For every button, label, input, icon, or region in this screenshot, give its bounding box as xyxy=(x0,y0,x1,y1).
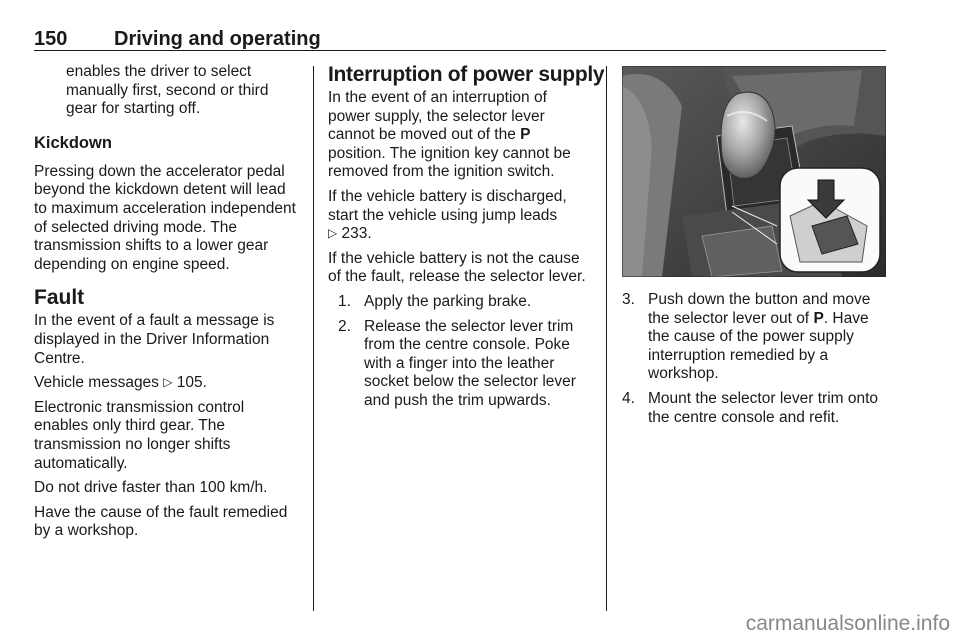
list-item: 4. Mount the selector lever trim onto the centre console and refit. xyxy=(622,389,879,426)
header-rule xyxy=(34,50,886,51)
park-position-symbol: P xyxy=(813,309,824,327)
continued-text: enables the driver to select manually first, second or third gear for starting off. xyxy=(66,63,269,118)
list-item: 3. Push down the button and move the selector lever out of P. Have the cause of the power supply interruption remedied by a workshop. xyxy=(622,291,871,383)
steps-list xyxy=(338,293,592,411)
speed-limit-text: Do not drive faster than 100 km/h. xyxy=(34,479,268,497)
power-supply-text: In the event of an interruption of power supply, the selector lever cannot be moved out of the P position. The ignition key cannot be removed from the ignition switch. xyxy=(328,89,571,181)
page-reference-icon: ▷ xyxy=(163,375,173,390)
kickdown-text: Pressing down the accelerator pedal beyond the kickdown detent will lead to maximum acceleration independent of selected driving mode. The transmission shifts to a lower gear depending on engine speed. xyxy=(34,162,296,273)
electronic-control-text: Electronic transmission control enables only third gear. The transmission no longer shifts automatically. xyxy=(34,398,245,472)
page-link[interactable]: 105. xyxy=(176,374,207,392)
battery-text: If the vehicle battery is discharged, start the vehicle using jump leads ▷ 233. xyxy=(328,187,567,243)
page-header xyxy=(34,26,886,52)
vehicle-messages-ref: Vehicle messages ▷ 105. xyxy=(34,374,207,392)
column-middle xyxy=(328,63,605,417)
column-divider-2 xyxy=(606,66,607,611)
list-item: 1. Apply the parking brake. xyxy=(338,292,532,310)
section-title: Driving and operating xyxy=(114,28,321,50)
list-item: 2. Release the selector lever trim from the centre console. Poke with a finger into the leather socket below the selector lever and push the trim upwards. xyxy=(338,317,576,409)
steps-list-continued xyxy=(622,291,888,427)
column-divider-1 xyxy=(313,66,314,611)
park-position-symbol: P xyxy=(520,126,531,144)
selector-lever-drawing xyxy=(622,66,886,277)
release-text: If the vehicle battery is not the cause of the fault, release the selector lever. xyxy=(328,249,586,286)
column-left xyxy=(34,63,300,547)
kickdown-heading: Kickdown xyxy=(34,133,112,152)
fault-heading: Fault xyxy=(34,286,85,310)
column-right xyxy=(622,287,888,433)
page-link[interactable]: 233. xyxy=(341,225,372,243)
remedy-text: Have the cause of the fault remedied by a workshop. xyxy=(34,503,288,540)
page-reference-icon: ▷ xyxy=(328,226,338,241)
watermark: carmanualsonline.info xyxy=(745,612,950,635)
fault-text: In the event of a fault a message is displayed in the Driver Information Centre. xyxy=(34,312,275,367)
selector-lever-illustration xyxy=(622,66,886,277)
power-supply-heading: Interruption of power supply xyxy=(328,63,605,86)
page-number: 150 xyxy=(34,28,68,50)
